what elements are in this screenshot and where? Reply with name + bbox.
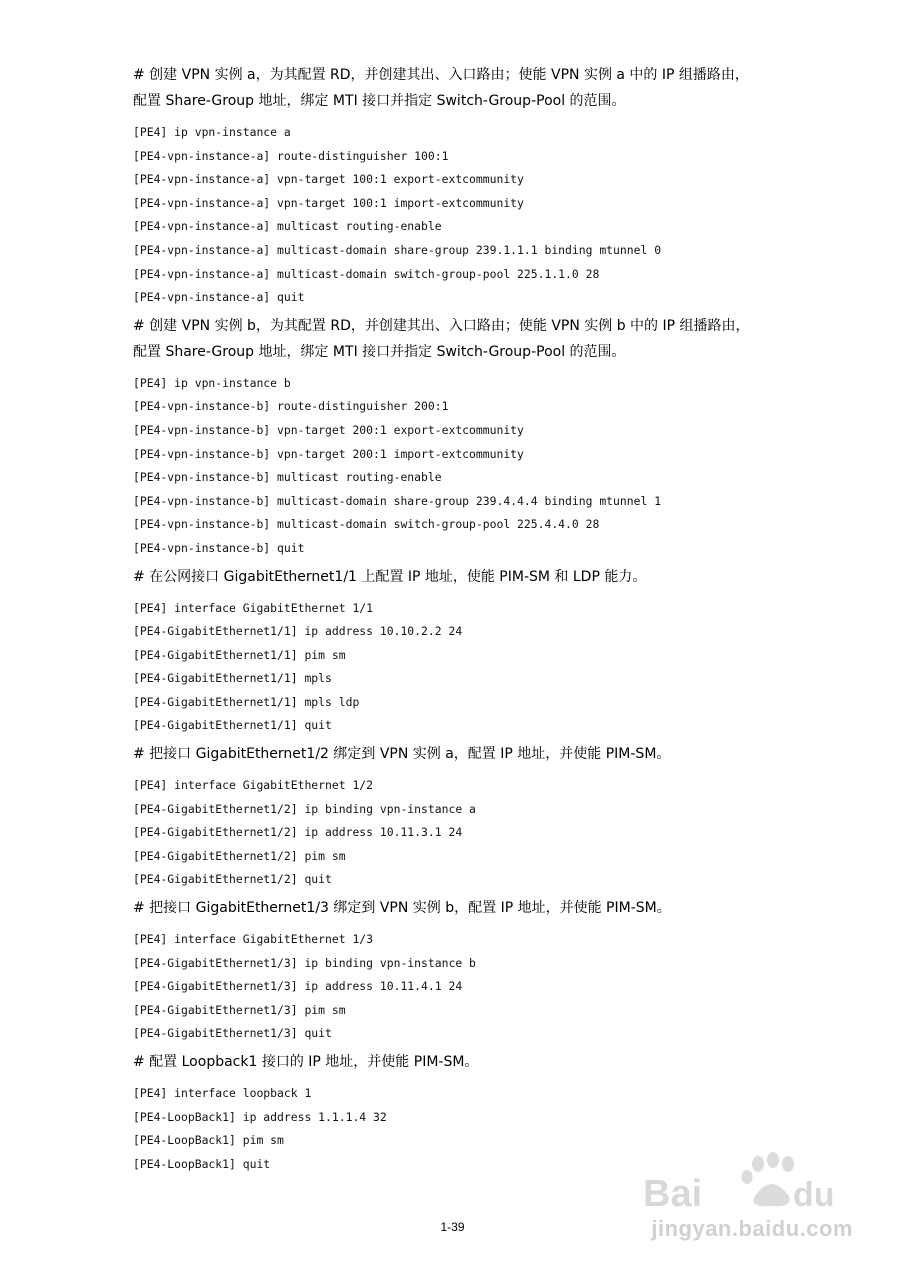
step-heading: # 把接口 GigabitEthernet1/2 绑定到 VPN 实例 a，配置 IP 地址，并使能 PIM-SM。 — [133, 746, 671, 763]
step-heading: # 把接口 GigabitEthernet1/3 绑定到 VPN 实例 b，配置 IP 地址，并使能 PIM-SM。 — [133, 900, 671, 917]
code-line: [PE4-GigabitEthernet1/3] quit — [133, 1026, 332, 1041]
code-line: [PE4] ip vpn-instance a — [133, 125, 291, 139]
code-block — [133, 372, 823, 561]
step-heading: # 创建 VPN 实例 a，为其配置 RD，并创建其出、入口路由；使能 VPN 实例 a 中的 IP 组播路由， — [133, 67, 749, 83]
code-line: [PE4-GigabitEthernet1/1] ip address 10.10.2.2 24 — [133, 624, 463, 639]
code-line: [PE4-GigabitEthernet1/1] mpls ldp — [133, 694, 360, 709]
code-line: [PE4] interface GigabitEthernet 1/3 — [133, 932, 374, 947]
code-line: [PE4-LoopBack1] pim sm — [133, 1133, 284, 1148]
step-heading: # 在公网接口 GigabitEthernet1/1 上配置 IP 地址，使能 PIM-SM 和 LDP 能力。 — [133, 568, 647, 585]
code-line: [PE4-vpn-instance-b] quit — [133, 540, 305, 555]
code-block — [133, 597, 823, 739]
code-line: [PE4] interface GigabitEthernet 1/1 — [133, 600, 374, 615]
document-body — [133, 62, 823, 1179]
baidu-jingyan-watermark — [643, 1150, 853, 1250]
code-line: [PE4-LoopBack1] ip address 1.1.1.4 32 — [133, 1109, 387, 1124]
step-heading: # 配置 Loopback1 接口的 IP 地址，并使能 PIM-SM。 — [133, 1054, 479, 1070]
code-line: [PE4-LoopBack1] quit — [133, 1156, 271, 1171]
code-line: [PE4-GigabitEthernet1/3] ip binding vpn-instance b — [133, 955, 476, 970]
step-heading: 配置 Share-Group 地址，绑定 MTI 接口并指定 Switch-Group-Pool 的范围。 — [133, 93, 626, 109]
code-line: [PE4-vpn-instance-a] multicast routing-enable — [133, 219, 442, 234]
code-line: [PE4-vpn-instance-b] route-distinguisher 200:1 — [133, 399, 449, 414]
code-line: [PE4] ip vpn-instance b — [133, 375, 291, 390]
code-line: [PE4-vpn-instance-b] vpn-target 200:1 export-extcommunity — [133, 422, 524, 437]
code-line: [PE4] interface GigabitEthernet 1/2 — [133, 778, 374, 793]
svg-text:du: du — [793, 1176, 835, 1214]
code-block — [133, 928, 823, 1046]
code-line: [PE4-vpn-instance-a] route-distinguisher 100:1 — [133, 148, 449, 163]
step-heading: # 创建 VPN 实例 b，为其配置 RD，并创建其出、入口路由；使能 VPN 实例 b 中的 IP 组播路由， — [133, 317, 750, 334]
code-line: [PE4-GigabitEthernet1/3] ip address 10.11.4.1 24 — [133, 979, 463, 994]
code-line: [PE4-GigabitEthernet1/1] pim sm — [133, 647, 346, 662]
step-heading: 配置 Share-Group 地址，绑定 MTI 接口并指定 Switch-Group-Pool 的范围。 — [133, 343, 626, 360]
code-line: [PE4-vpn-instance-a] vpn-target 100:1 import-extcommunity — [133, 195, 524, 210]
code-line: [PE4-GigabitEthernet1/2] ip binding vpn-instance a — [133, 801, 476, 816]
code-line: [PE4-GigabitEthernet1/2] ip address 10.11.3.1 24 — [133, 825, 463, 840]
baidu-paw-logo-icon — [643, 1150, 853, 1220]
code-line: [PE4-GigabitEthernet1/2] quit — [133, 872, 332, 887]
code-line: [PE4-vpn-instance-a] vpn-target 100:1 export-extcommunity — [133, 172, 524, 187]
page-number: 1-39 — [440, 1220, 465, 1234]
code-line: [PE4] interface loopback 1 — [133, 1086, 312, 1100]
code-line: [PE4-vpn-instance-a] multicast-domain switch-group-pool 225.1.1.0 28 — [133, 266, 600, 281]
code-line: [PE4-GigabitEthernet1/2] pim sm — [133, 848, 346, 863]
code-line: [PE4-vpn-instance-a] multicast-domain share-group 239.1.1.1 binding mtunnel 0 — [133, 242, 662, 257]
code-line: [PE4-vpn-instance-b] multicast routing-enable — [133, 470, 442, 485]
code-line: [PE4-GigabitEthernet1/1] mpls — [133, 671, 332, 686]
code-block — [133, 774, 823, 892]
code-block — [133, 121, 823, 310]
svg-text:Bai: Bai — [643, 1173, 703, 1215]
code-line: [PE4-vpn-instance-b] multicast-domain switch-group-pool 225.4.4.0 28 — [133, 517, 600, 532]
code-line: [PE4-vpn-instance-b] vpn-target 200:1 import-extcommunity — [133, 446, 524, 461]
code-line: [PE4-vpn-instance-a] quit — [133, 290, 305, 305]
code-line: [PE4-GigabitEthernet1/3] pim sm — [133, 1002, 346, 1017]
watermark-url: jingyan.baidu.com — [651, 1216, 853, 1241]
code-line: [PE4-vpn-instance-b] multicast-domain share-group 239.4.4.4 binding mtunnel 1 — [133, 493, 662, 508]
code-line: [PE4-GigabitEthernet1/1] quit — [133, 718, 332, 733]
